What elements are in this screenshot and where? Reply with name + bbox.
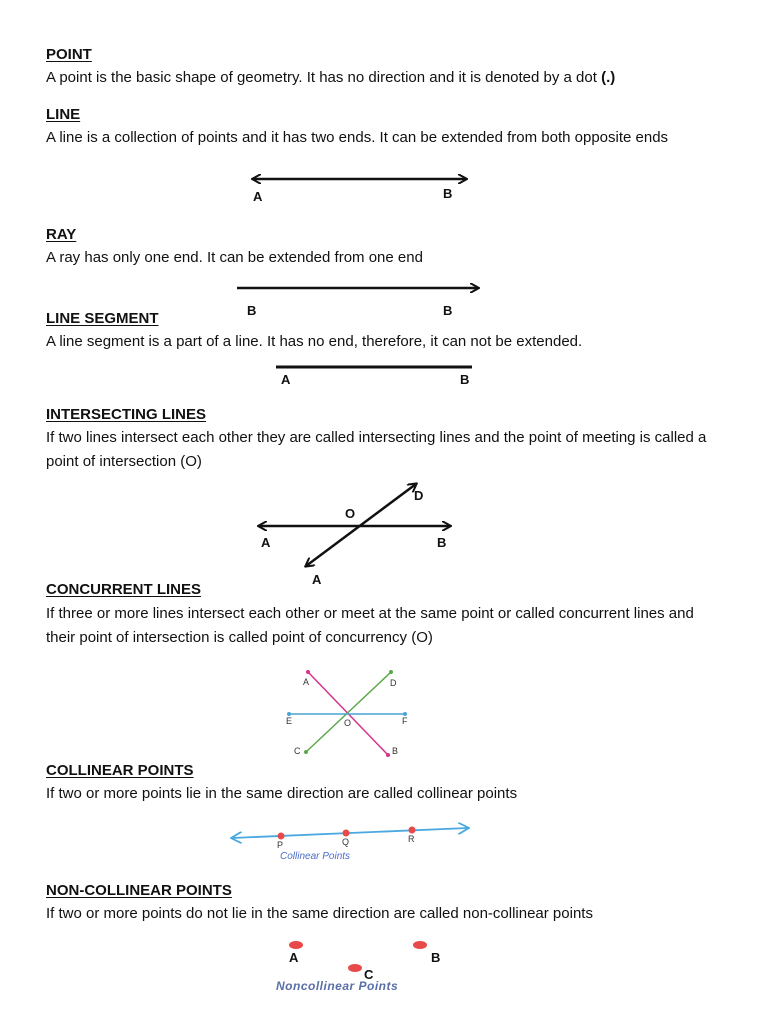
ray-diagram [237,288,478,318]
noncollinear-label-a: A [289,950,299,965]
heading-ray: RAY [46,226,77,243]
ray-label-end: B [443,303,453,318]
dot-notation: (.) [601,69,616,86]
noncollinear-point-b [413,941,427,949]
concurrent-label-f: F [402,716,408,726]
concurrent-point-d [389,670,393,674]
heading-line: LINE [46,106,81,123]
noncollinear-point-c [348,964,362,972]
para-intersecting-lines: If two lines intersect each other they are called intersecting lines and the point of meeting is called a point of intersection (O) [46,429,707,470]
collinear-label-p: P [277,840,284,850]
intersecting-label-a: A [261,535,271,550]
heading-point: POINT [46,46,92,63]
para-point-text: A point is the basic shape of geometry. It has no direction and it is denoted by a dot [46,69,602,86]
heading-collinear-points: COLLINEAR POINTS [46,762,194,779]
collinear-point-q [343,830,350,837]
segment-diagram [276,367,472,387]
para-line: A line is a collection of points and it has two ends. It can be extended from both opposite ends [46,129,669,146]
para-noncollinear-points: If two or more points do not lie in the same direction are called non-collinear points [46,905,593,922]
concurrent-label-o: O [344,718,352,728]
noncollinear-caption: Noncollinear Points [276,979,399,993]
collinear-point-p [278,833,285,840]
noncollinear-label-c: C [364,967,374,982]
para-ray: A ray has only one end. It can be extended from one end [46,249,423,266]
concurrent-label-a: A [303,677,310,687]
intersecting-label-d: D [414,488,424,503]
heading-noncollinear-points: NON-COLLINEAR POINTS [46,882,232,899]
noncollinear-point-a [289,941,303,949]
concurrent-point-b [386,753,390,757]
collinear-diagram [232,827,468,863]
heading-intersecting-lines: INTERSECTING LINES [46,406,207,423]
segment-label-b: B [460,372,470,387]
concurrent-label-b: B [392,746,399,756]
line-diagram [253,179,466,204]
intersecting-label-b: B [437,535,447,550]
concurrent-label-e: E [286,716,293,726]
heading-concurrent-lines: CONCURRENT LINES [46,581,202,598]
para-collinear-points: If two or more points lie in the same direction are called collinear points [46,785,518,802]
concurrent-label-d: D [390,678,397,688]
heading-line-segment: LINE SEGMENT [46,310,159,327]
concurrent-point-c [304,750,308,754]
intersecting-diagram [259,484,450,587]
collinear-line [232,828,468,838]
intersecting-label-o: O [345,506,356,521]
segment-label-a: A [281,372,291,387]
concurrent-label-c: C [294,746,301,756]
collinear-point-r [409,827,416,834]
collinear-label-r: R [408,834,415,844]
collinear-label-q: Q [342,837,350,847]
ray-label-start: B [247,303,257,318]
para-concurrent-lines: If three or more lines intersect each other or meet at the same point or called concurrent lines and their point of intersection is called point of concurrency (O) [46,605,694,646]
noncollinear-diagram [276,941,440,993]
line-label-b: B [443,186,453,201]
collinear-caption: Collinear Points [280,851,351,862]
line-label-a: A [253,189,263,204]
para-line-segment: A line segment is a part of a line. It has no end, therefore, it can not be extended. [46,333,583,350]
intersecting-label-a-lower: A [312,572,322,587]
concurrent-point-a [306,670,310,674]
noncollinear-label-b: B [431,950,441,965]
concurrent-diagram [286,670,408,757]
